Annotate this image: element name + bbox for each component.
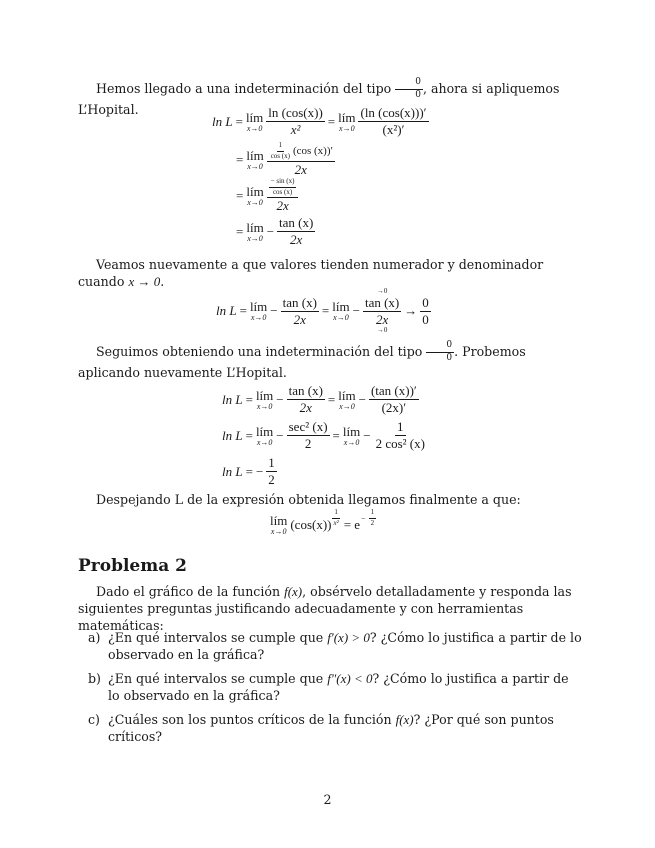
limit-operator: lím x→0	[246, 183, 264, 207]
paragraph-conclusion: Despejando L de la expresión obtenida llegamos finalmente a que:	[96, 492, 521, 507]
eq1-line-4: = lím x→0 − $\frac{\tan (x)}{2x}$	[236, 215, 314, 248]
equation-block-2: ln L = lím x→0 − $\frac{\tan (x)}{2x}$ = lím x→0 − →0 tan (x) 2x →0 → $\frac{0}{0}$	[216, 287, 429, 335]
paragraph-second-indeterminacy: Seguimos obteniendo una indeterminación del tipo $\frac{0}{0}$ . Probemos aplicando nuevamente L’Hopital.	[78, 340, 526, 380]
page-number: 2	[323, 792, 332, 807]
fraction: $\frac{1}{\cos (x)}$ (cos (x))′ 2x	[267, 142, 335, 178]
list-item-b: b) ¿En qué intervalos se cumple que f″(x) < 0? ¿Cómo lo justifica a partir de lo observado en la gráfica?	[88, 671, 569, 703]
exponent-fraction: $\frac{1}{2}$	[370, 507, 375, 527]
fraction: $\frac{\tan (x)}{2x}$	[279, 215, 314, 248]
equation-block-4: lím x→0 (cos(x)) $\frac{1}{\text{x²}}$ = e − $\frac{1}{2}$	[270, 507, 375, 536]
fraction: $\frac{\text{sec² (x)}}{2}$	[288, 419, 328, 452]
inline-fraction: $\frac{0}{0}$	[395, 78, 423, 101]
eq3-line-2: ln L = lím x→0 − $\frac{\text{sec² (x)}}{2}$ = lím x→0 − $\frac{1}{\text{2 cos² (x)}}$	[222, 419, 425, 452]
eq3-line-3: ln L = − $\frac{1}{2}$	[222, 455, 275, 488]
limit-operator: lím x→0	[342, 423, 361, 447]
fraction: $\frac{\tan (x)}{2x}$	[282, 294, 317, 327]
limit-operator: lím x→0	[246, 147, 264, 171]
inline-fraction: $\frac{0}{0}$	[426, 341, 454, 364]
limit-operator: lím x→0	[245, 109, 264, 133]
limit-operator: lím x→0	[255, 387, 274, 411]
fraction: $\frac{1}{2}$	[268, 455, 275, 488]
paragraph-problem-statement: Dado el gráfico de la función f(x), obsérvelo detalladamente y responda las siguientes preguntas justificando adecuadamente y con herramientas matemáticas:	[78, 584, 572, 633]
fraction: $\frac{\ln (\cos(x))}{\text{x²}}$	[268, 105, 323, 138]
limit-operator: lím x→0	[270, 513, 288, 536]
limit-operator: lím x→0	[255, 423, 274, 447]
fraction: $\frac{\tan (x)}{2x}$	[288, 383, 323, 416]
section-heading: Problema 2	[78, 556, 187, 576]
eq3-line-1: ln L = lím x→0 − $\frac{\tan (x)}{2x}$ = lím x→0 − $\frac{(\tan (x))'}{(2x)'}$	[222, 383, 417, 416]
eq1-line-3: = lím x→0 $\frac{\frac{- \sin (x)}{\cos (x)}}{2x}$	[236, 178, 298, 214]
fraction: $\frac{\frac{- \sin (x)}{\cos (x)}}{2x}$	[267, 178, 299, 214]
limit-operator: lím x→0	[338, 387, 356, 411]
limit-operator: lím x→0	[246, 219, 264, 243]
paragraph-tendency: Veamos nuevamente a que valores tienden numerador y denominador cuando x → 0.	[78, 257, 544, 289]
limit-operator: lím x→0	[332, 299, 350, 323]
eq1-line-1: ln L = lím x→0 $\frac{\ln (\cos(x))}{\text{x²}}$ = lím x→0 $\frac{(\ln (\cos(x)))'}{\text{(x²)′}}$	[212, 105, 427, 138]
limit-operator: lím x→0	[249, 299, 268, 323]
limit-operator: lím x→0	[338, 109, 356, 133]
fraction: $\frac{0}{0}$	[422, 294, 429, 327]
fraction: $\frac{(\ln (\cos(x)))'}{\text{(x²)′}}$	[360, 105, 427, 138]
list-item-a: a) ¿En qué intervalos se cumple que f′(x) > 0? ¿Cómo lo justifica a partir de lo observado en la gráfica?	[88, 630, 582, 662]
exponent-fraction: $\frac{1}{\text{x²}}$	[333, 507, 339, 527]
list-item-c: c) ¿Cuáles son los puntos críticos de la función f(x)? ¿Por qué son puntos críticos?	[88, 712, 554, 744]
fraction: $\frac{(\tan (x))'}{(2x)'}$	[370, 383, 417, 416]
eq1-line-2: = lím x→0 $\frac{1}{\cos (x)}$ (cos (x))′ 2x	[236, 141, 333, 178]
paragraph-indeterminacy: Hemos llegado a una indeterminación del tipo $\frac{0}{0}$ , ahora si apliquemos L’Hopital.	[78, 77, 560, 117]
fraction-with-arrows: →0 tan (x) 2x →0	[364, 287, 400, 335]
fraction: $\frac{1}{\text{2 cos² (x)}}$	[375, 419, 425, 452]
